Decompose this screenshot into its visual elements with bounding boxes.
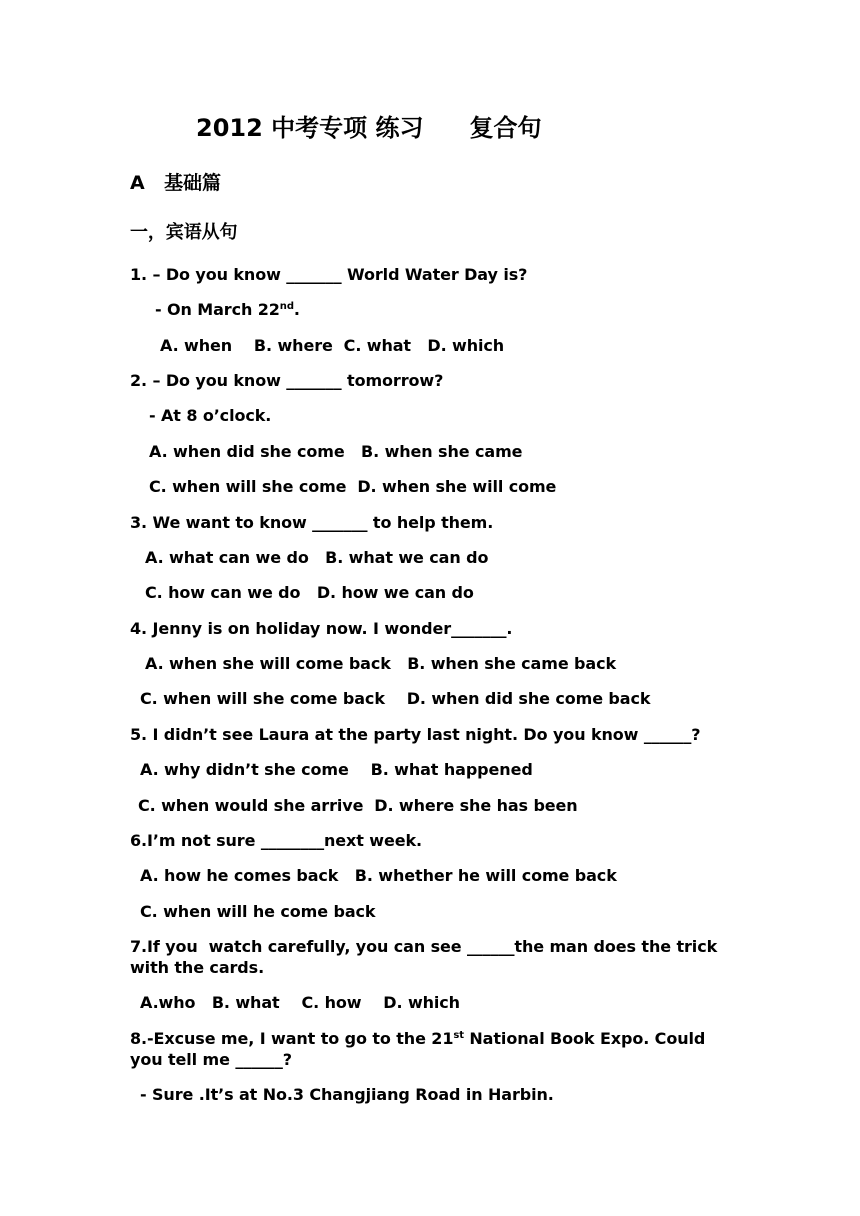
- question-2: 2. – Do you know _______ tomorrow?: [130, 371, 444, 390]
- question-5-options-ab: A. why didn’t she come B. what happened: [140, 760, 533, 779]
- question-8-continued: you tell me ______?: [130, 1050, 292, 1069]
- question-7-continued: with the cards.: [130, 958, 265, 977]
- section-heading-basic: A 基础篇: [130, 172, 221, 194]
- page-title: [196, 113, 542, 143]
- response-end: .: [293, 300, 300, 319]
- question-1-options: A. when B. where C. what D. which: [160, 336, 505, 355]
- question-4: 4. Jenny is on holiday now. I wonder_______.: [130, 619, 513, 638]
- question-7: 7.If you watch carefully, you can see ______the man does the trick: [130, 937, 718, 956]
- question-8-response: - Sure .It’s at No.3 Changjiang Road in Harbin.: [140, 1085, 554, 1104]
- question-2-options-cd: C. when will she come D. when she will come: [149, 477, 557, 496]
- question-8-text: 8.-Excuse me, I want to go to the 21: [130, 1029, 454, 1048]
- ordinal-suffix: nd: [279, 301, 294, 312]
- question-6-options-ab: A. how he comes back B. whether he will come back: [140, 866, 617, 885]
- question-6-option-c: C. when will he come back: [140, 902, 376, 921]
- question-1-response: [155, 300, 300, 320]
- question-4-options-ab: A. when she will come back B. when she came back: [145, 654, 617, 673]
- question-1: 1. – Do you know _______ World Water Day is?: [130, 265, 528, 284]
- title-main: 2012 中考专项 练习: [196, 114, 424, 142]
- question-2-response: - At 8 o’clock.: [149, 406, 272, 425]
- question-8: [130, 1029, 705, 1049]
- question-5: 5. I didn’t see Laura at the party last night. Do you know ______?: [130, 725, 701, 744]
- question-3-options-cd: C. how can we do D. how we can do: [145, 583, 474, 602]
- title-topic: 复合句: [469, 114, 542, 142]
- response-text: - On March 22: [155, 300, 280, 319]
- question-3-options-ab: A. what can we do B. what we can do: [145, 548, 489, 567]
- question-6: 6.I’m not sure ________next week.: [130, 831, 422, 850]
- section-heading-object-clause: 一，宾语从句: [130, 222, 238, 243]
- question-7-options: A.who B. what C. how D. which: [140, 993, 460, 1012]
- question-4-options-cd: C. when will she come back D. when did she come back: [140, 689, 651, 708]
- question-2-options-ab: A. when did she come B. when she came: [149, 442, 523, 461]
- question-5-options-cd: C. when would she arrive D. where she has been: [138, 796, 578, 815]
- question-8-text-cont: National Book Expo. Could: [463, 1029, 706, 1048]
- question-3: 3. We want to know _______ to help them.: [130, 513, 494, 532]
- ordinal-suffix: st: [453, 1030, 464, 1041]
